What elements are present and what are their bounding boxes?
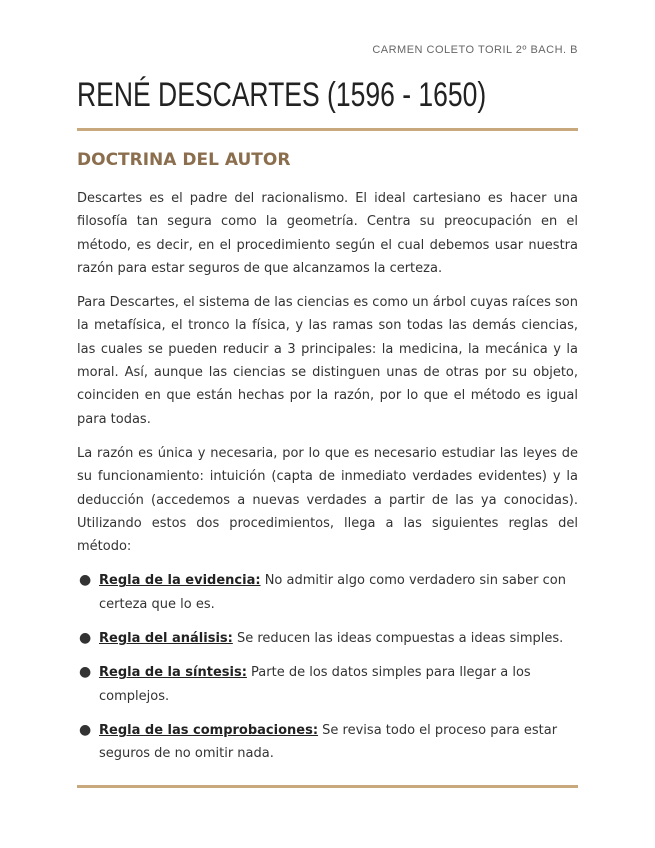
rule-name: Regla de la evidencia: [99, 573, 261, 589]
header-author: CARMEN COLETO TORIL 2º BACH. B [372, 44, 578, 56]
title-divider [77, 128, 578, 131]
bullet-icon: ● [79, 664, 92, 681]
paragraph-tree-of-sciences: Para Descartes, el sistema de las ciencias es como un árbol cuyas raíces son la metafísica, el tronco la física, y las ramas son todas las demás ciencias, las cuales se pueden reducir a 3 principales: la medicina, la mecánica y la moral. Así, aunque las ciencias se distinguen unas de otras por su objeto, coinciden en que están hechas por la razón, por lo que el método es igual para todas. [77, 295, 578, 427]
document-title: RENÉ DESCARTES (1596 - 1650) [77, 76, 487, 114]
bullet-icon: ● [79, 572, 92, 589]
rule-name: Regla del análisis: [99, 631, 233, 647]
bullet-icon: ● [79, 721, 92, 738]
list-item [77, 661, 578, 708]
list-item [77, 569, 578, 616]
rule-text: Se reducen las ideas compuestas a ideas simples. [232, 631, 564, 647]
rule-text: Se revisa todo el proceso para estar seguros de no omitir nada. [99, 722, 558, 762]
section-heading: DOCTRINA DEL AUTOR [77, 150, 291, 170]
document-body [77, 187, 578, 777]
rule-text: No admitir algo como verdadero sin saber con certeza que lo es. [99, 573, 566, 612]
method-rules-list [77, 569, 578, 765]
bullet-icon: ● [79, 630, 92, 647]
paragraph-reason: La razón es única y necesaria, por lo que es necesario estudiar las leyes de su funcionamiento: intuición (capta de inmediato verdades evidentes) y la deducción (accedemos a nuevas verdades a partir de las ya conocidas). Utilizando estos dos procedimientos, llega a las siguientes reglas del método: [77, 445, 578, 555]
paragraph-rationalism: Descartes es el padre del racionalismo. El ideal cartesiano es hacer una filosofía tan segura como la geometría. Centra su preocupación en el método, es decir, en el procedimiento según el cual debemos usar nuestra razón para estar seguros de que alcanzamos la certeza. [77, 191, 578, 276]
list-item [77, 719, 578, 766]
rule-text: Parte de los datos simples para llegar a los complejos. [99, 665, 531, 704]
footer-divider [77, 785, 578, 788]
rule-name: Regla de la síntesis: [99, 665, 247, 681]
list-item [77, 627, 578, 650]
rule-name: Regla de las comprobaciones: [99, 722, 319, 738]
